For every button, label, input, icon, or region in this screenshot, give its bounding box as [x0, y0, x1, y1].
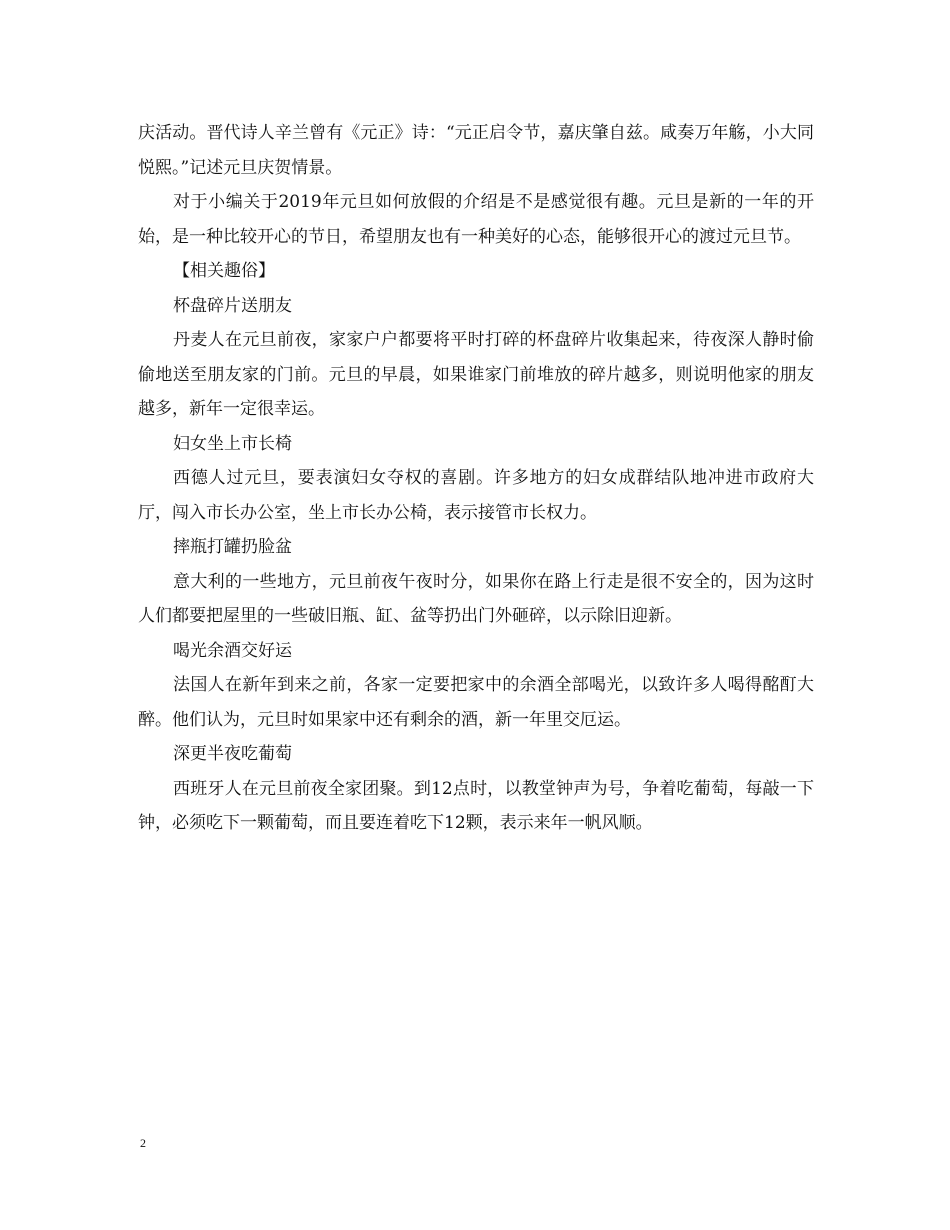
paragraph-intro: 对于小编关于2019年元旦如何放假的介绍是不是感觉很有趣。元旦是新的一年的开始，是一种比较开心的节日，希望朋友也有一种美好的心态，能够很开心的渡过元旦节。 [138, 192, 814, 247]
subheading-denmark: 杯盘碎片送朋友 [173, 295, 292, 316]
document-body [138, 116, 814, 841]
paragraph-denmark: 丹麦人在元旦前夜，家家户户都要将平时打碎的杯盘碎片收集起来，待夜深人静时偷偷地送至朋友家的门前。元旦的早晨，如果谁家门前堆放的碎片越多，则说明他家的朋友越多，新年一定很幸运。 [138, 330, 814, 419]
paragraph-germany: 西德人过元旦，要表演妇女夺权的喜剧。许多地方的妇女成群结队地冲进市政府大厅，闯入市长办公室，坐上市长办公椅，表示接管市长权力。 [138, 468, 814, 523]
subheading-italy: 摔瓶打罐扔脸盆 [173, 537, 292, 557]
section-heading-related-customs: 【相关趣俗】 [173, 261, 275, 281]
page-number: 2 [140, 1136, 146, 1150]
subheading-france: 喝光余酒交好运 [173, 640, 292, 661]
subheading-spain: 深更半夜吃葡萄 [173, 744, 292, 764]
subheading-germany: 妇女坐上市长椅 [173, 433, 292, 454]
paragraph-continuation: 庆活动。晋代诗人辛兰曾有《元正》诗：“元正启令节，嘉庆肇自兹。咸奏万年觞，小大同悦熙。”记述元旦庆贺情景。 [138, 123, 814, 178]
paragraph-spain: 西班牙人在元旦前夜全家团聚。到12点时，以教堂钟声为号，争着吃葡萄，每敲一下钟，必须吃下一颗葡萄，而且要连着吃下12颗，表示来年一帆风顺。 [138, 778, 814, 833]
paragraph-italy: 意大利的一些地方，元旦前夜午夜时分，如果你在路上行走是很不安全的，因为这时人们都要把屋里的一些破旧瓶、缸、盆等扔出门外砸碎，以示除旧迎新。 [138, 571, 814, 626]
paragraph-france: 法国人在新年到来之前，各家一定要把家中的余酒全部喝光，以致许多人喝得酩酊大醉。他们认为，元旦时如果家中还有剩余的酒，新一年里交厄运。 [138, 675, 814, 730]
